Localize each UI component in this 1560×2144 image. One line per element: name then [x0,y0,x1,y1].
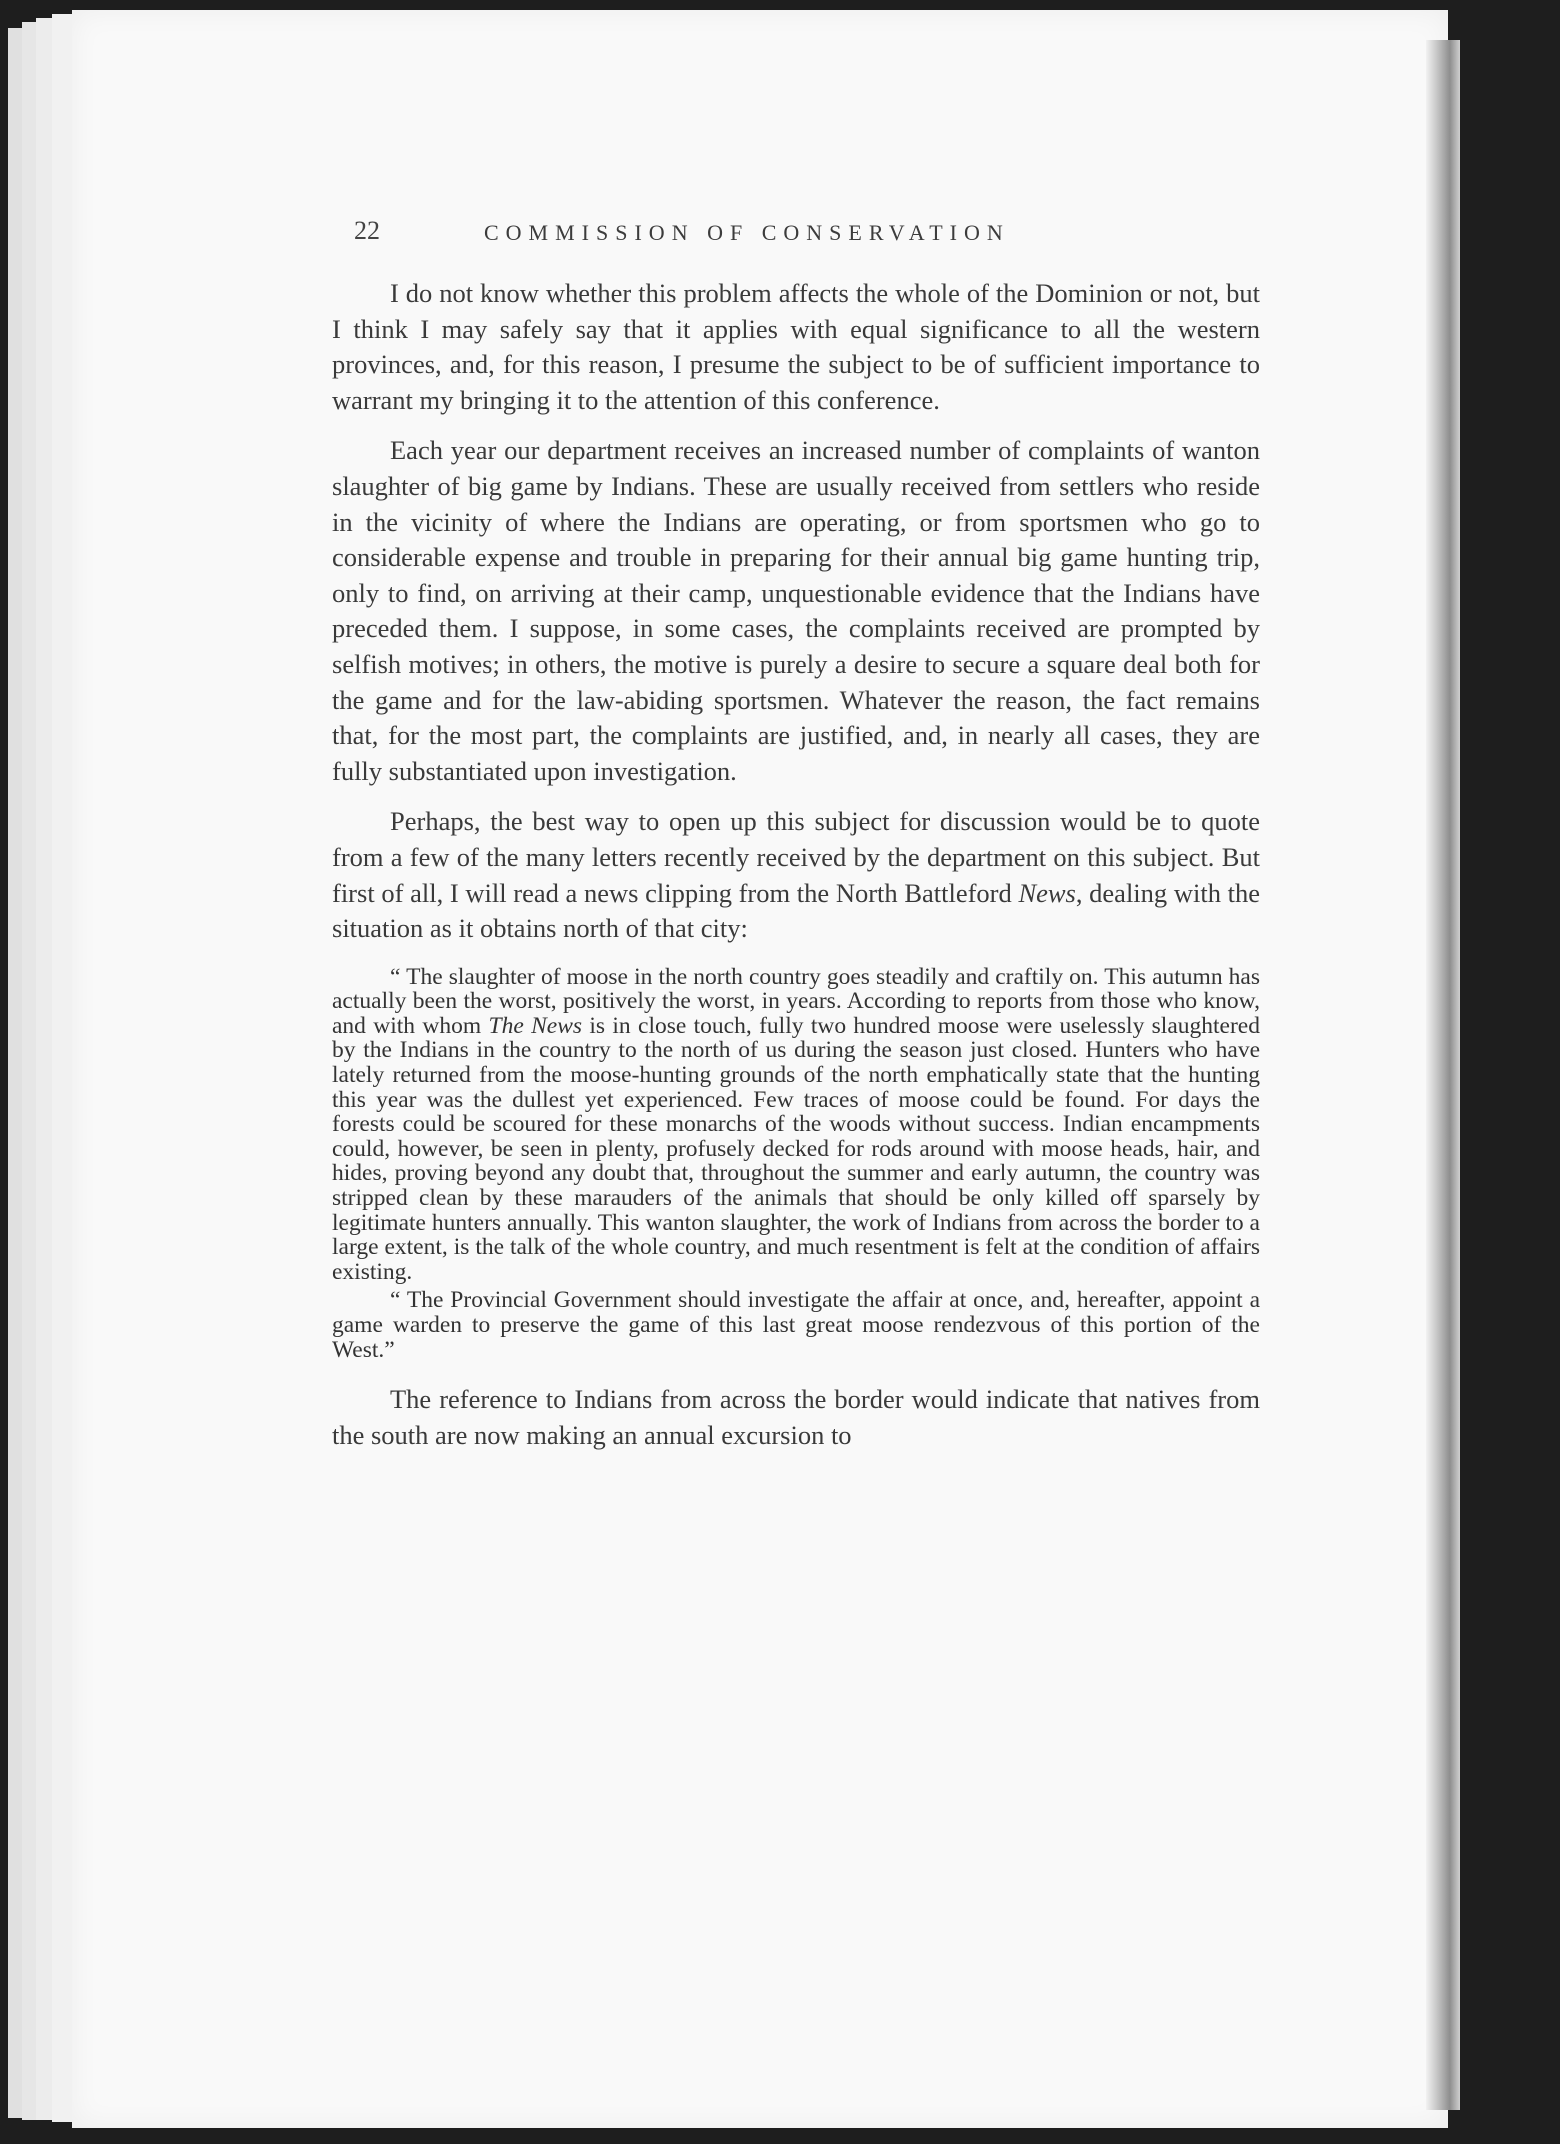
binding-gutter [1426,40,1460,2110]
paragraph-4: The reference to Indians from across the border would indicate that natives from the south are now making an annual excursion to [332,1384,1260,1450]
scan-background [1462,0,1560,2144]
page-content [332,208,1260,1468]
paragraph-1: I do not know whether this problem affects the whole of the Dominion or not, but I think I may safely say that it applies with equal significance to all the western provinces, and, for this reason, I presume the subject to be of sufficient importance to warrant my bringing it to the attention of this conference. [332,278,1260,415]
paragraph-2: Each year our department receives an increased number of complaints of wanton slaughter of big game by Indians. These are usually received from settlers who reside in the vicinity of where the Indians are operating, or from sportsmen who go to considerable expense and trouble in preparing for their annual big game hunting trip, only to find, on arriving at their camp, unquestionable evidence that the Indians have preceded them. I suppose, in some cases, the complaints received are prompted by selfish motives; in others, the motive is purely a desire to secure a square deal both for the game and for the law-abiding sportsmen. Whatever the reason, the fact remains that, for the most part, the complaints are justified, and, in nearly all cases, they are fully substantiated upon investigation. [332,435,1260,786]
paragraph-3-text-b: , dealing with the situation as it obtains north of that city: [332,877,1260,944]
running-title: COMMISSION OF CONSERVATION [484,220,1010,245]
quote-paragraph-1 [332,965,1260,1285]
paragraph-3 [332,804,1260,946]
quote-1-text-a: “ The slaughter of moose in the north country goes steadily and craftily on. This autumn has actually been the worst, positively the worst, in years. According to reports from those who know, and with whom [332,963,1260,1039]
page-number: 22 [354,216,380,245]
quote-1-text-b: is in close touch, fully two hundred moose were uselessly slaughtered by the Indians in the country to the north of us during the season just closed. Hunters who have lately returned from the moose-hunting grounds of the north emphatically state that the hunting this year was the dullest yet experienced. Few traces of moose could be found. For days the forests could be scoured for these monarchs of the woods without success. Indian encampments could, however, be seen in plenty, profusely decked for rods around with moose heads, hair, and hides, proving beyond any doubt that, throughout the summer and early autumn, the country was stripped clean by these marauders of the animals that should be only killed off sparsely by legitimate hunters annually. This wanton slaughter, the work of Indians from across the border to a large extent, is the talk of the whole country, and much resentment is felt at the condition of affairs existing. [332,1012,1260,1285]
newspaper-name: News [1018,877,1076,908]
page-header [332,208,1260,258]
quote-paragraph-2: “ The Provincial Government should investigate the affair at once, and, hereafter, appoint a game warden to preserve the game of this last great moose rendezvous of this portion of the West.” [332,1287,1260,1363]
paragraph-3-text-a: Perhaps, the best way to open up this subject for discussion would be to quote from a few of the many letters recently received by the department on this subject. But first of all, I will read a news clipping from the North Battleford [332,806,1260,908]
news-clipping-quote [332,965,1260,1363]
newspaper-name-quote: The News [488,1012,583,1039]
